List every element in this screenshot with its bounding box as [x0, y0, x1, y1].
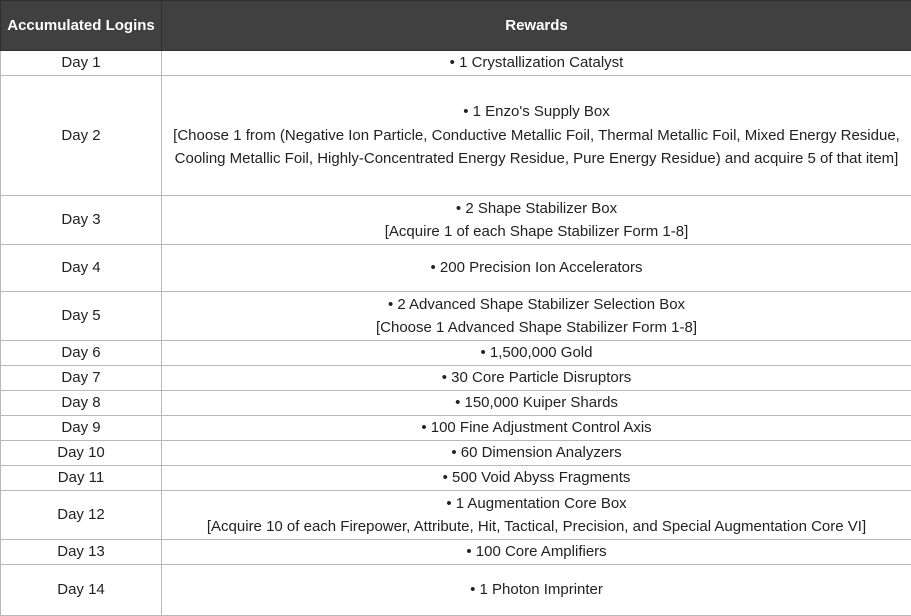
login-day-cell: Day 11 — [1, 466, 162, 491]
table-header-row — [1, 1, 911, 51]
reward-text: [Acquire 10 of each Firepower, Attribute, Hit, Tactical, Precision, and Special Augmentation Core VI] — [168, 515, 905, 539]
table-row — [1, 540, 911, 565]
reward-text: • 1,500,000 Gold — [168, 341, 905, 365]
reward-cell — [162, 466, 911, 491]
reward-text: [Acquire 1 of each Shape Stabilizer Form 1-8] — [168, 220, 905, 244]
table-body — [1, 51, 911, 616]
reward-text: • 500 Void Abyss Fragments — [168, 466, 905, 490]
table-row — [1, 245, 911, 292]
login-day-cell: Day 7 — [1, 366, 162, 391]
reward-text: • 1 Augmentation Core Box — [168, 492, 905, 516]
reward-cell — [162, 245, 911, 292]
login-day-cell: Day 1 — [1, 51, 162, 76]
login-day-cell: Day 3 — [1, 196, 162, 245]
reward-cell — [162, 76, 911, 196]
table-row — [1, 196, 911, 245]
reward-text: • 200 Precision Ion Accelerators — [168, 256, 905, 280]
reward-cell — [162, 491, 911, 540]
login-day-cell: Day 4 — [1, 245, 162, 292]
login-day-cell: Day 6 — [1, 341, 162, 366]
login-day-cell: Day 2 — [1, 76, 162, 196]
reward-cell — [162, 540, 911, 565]
login-day-cell: Day 14 — [1, 565, 162, 616]
login-day-cell: Day 8 — [1, 391, 162, 416]
table-row — [1, 76, 911, 196]
reward-text: [Choose 1 from (Negative Ion Particle, Conductive Metallic Foil, Thermal Metallic Foil, Mixed Energy Residue, — [168, 124, 905, 148]
reward-text: • 1 Crystallization Catalyst — [168, 51, 905, 75]
login-day-cell: Day 12 — [1, 491, 162, 540]
reward-text: Cooling Metallic Foil, Highly-Concentrated Energy Residue, Pure Energy Residue) and acquire 5 of that item] — [168, 147, 905, 171]
table-row — [1, 491, 911, 540]
reward-cell — [162, 416, 911, 441]
reward-cell — [162, 51, 911, 76]
reward-text: • 2 Advanced Shape Stabilizer Selection Box — [168, 293, 905, 317]
reward-cell — [162, 565, 911, 616]
table-row — [1, 366, 911, 391]
reward-text: [Choose 1 Advanced Shape Stabilizer Form 1-8] — [168, 316, 905, 340]
login-day-cell: Day 9 — [1, 416, 162, 441]
reward-text: • 60 Dimension Analyzers — [168, 441, 905, 465]
reward-text: • 100 Fine Adjustment Control Axis — [168, 416, 905, 440]
login-day-cell: Day 13 — [1, 540, 162, 565]
reward-text: • 150,000 Kuiper Shards — [168, 391, 905, 415]
table-row — [1, 292, 911, 341]
reward-text: • 1 Photon Imprinter — [168, 578, 905, 602]
reward-text: • 30 Core Particle Disruptors — [168, 366, 905, 390]
table-row — [1, 416, 911, 441]
reward-cell — [162, 366, 911, 391]
reward-text: • 100 Core Amplifiers — [168, 540, 905, 564]
table-row — [1, 391, 911, 416]
reward-cell — [162, 292, 911, 341]
table-row — [1, 341, 911, 366]
reward-cell — [162, 341, 911, 366]
reward-text: • 2 Shape Stabilizer Box — [168, 197, 905, 221]
login-day-cell: Day 5 — [1, 292, 162, 341]
table-row — [1, 565, 911, 616]
table-row — [1, 51, 911, 76]
reward-text: • 1 Enzo's Supply Box — [168, 100, 905, 124]
login-day-cell: Day 10 — [1, 441, 162, 466]
reward-cell — [162, 196, 911, 245]
header-accumulated-logins: Accumulated Logins — [1, 1, 162, 51]
reward-cell — [162, 441, 911, 466]
reward-cell — [162, 391, 911, 416]
header-rewards: Rewards — [162, 1, 911, 51]
table-row — [1, 441, 911, 466]
table-row — [1, 466, 911, 491]
